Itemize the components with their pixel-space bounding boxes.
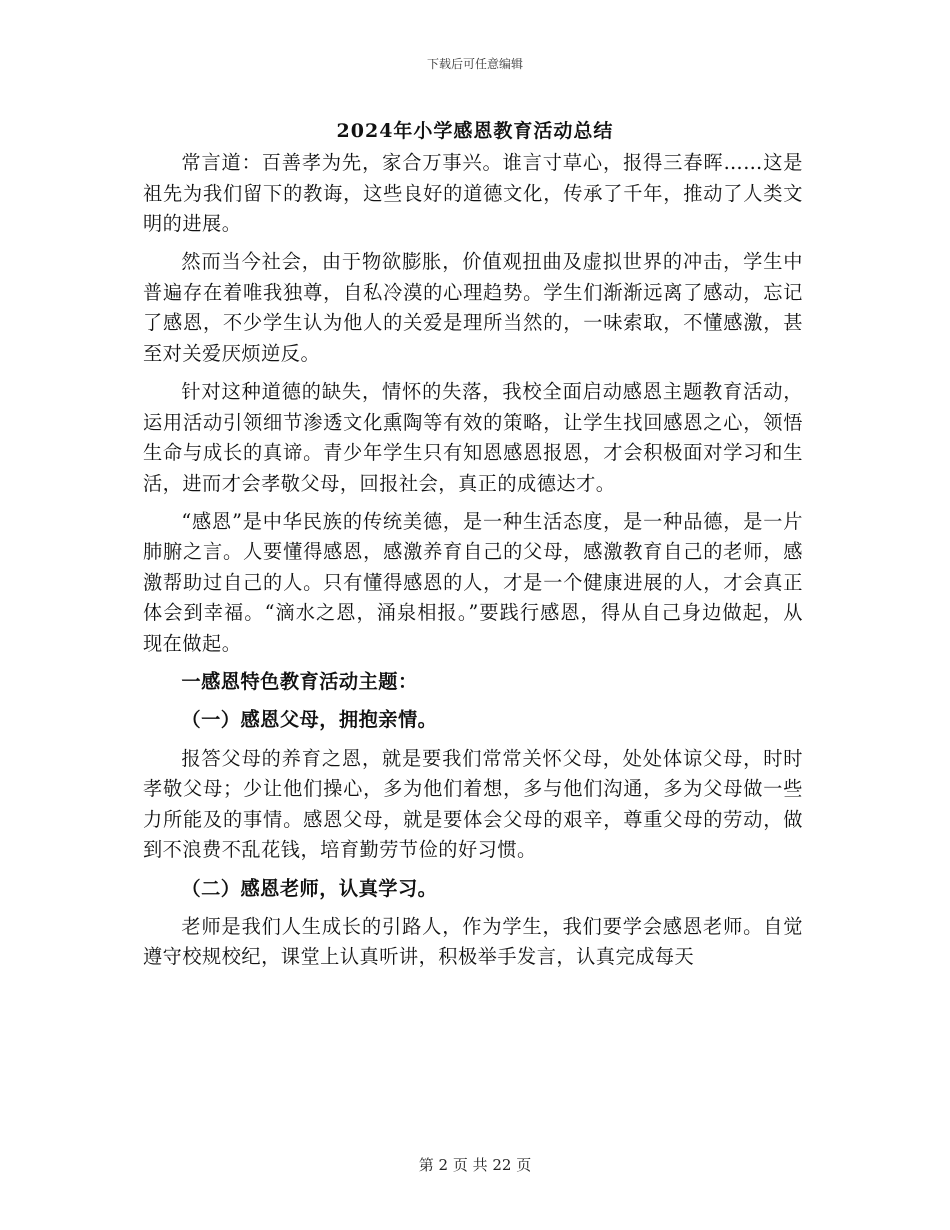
section-heading: 一感恩特色教育活动主题： [181,670,418,694]
document-title: 2024年小学感恩教育活动总结 [336,120,614,142]
paragraph: 针对这种道德的缺失，情怀的失落，我校全面启动感恩主题教育活动，运用活动引领细节渗透文化熏陶等有效的策略，让学生找回感恩之心，领悟生命与成长的真谛。青少年学生只有知恩感恩报恩，才会积极面对学习和生活，进而才会孝敬父母，回报社会，真正的成德达才。 [143,380,803,495]
paragraph: 报答父母的养育之恩，就是要我们常常关怀父母，处处体谅父母，时时孝敬父母；少让他们操心，多为他们着想，多与他们沟通，多为父母做一些力所能及的事情。感恩父母，就是要体会父母的艰辛，尊重父母的劳动，做到不浪费不乱花钱，培育勤劳节俭的好习惯。 [143,746,803,862]
header-note: 下载后可任意编辑 [426,57,523,71]
subsection-heading: （二）感恩老师，认真学习。 [181,876,438,900]
paragraph: 常言道：百善孝为先，家合万事兴。谁言寸草心，报得三春晖……这是祖先为我们留下的教诲，这些良好的道德文化，传承了千年，推动了人类文明的进展。 [143,151,803,235]
paragraph: 然而当今社会，由于物欲膨胀，价值观扭曲及虚拟世界的冲击，学生中普遍存在着唯我独尊，自私冷漠的心理趋势。学生们渐渐远离了感动，忘记了感恩，不少学生认为他人的关爱是理所当然的，一味索取，不懂感激，甚至对关爱厌烦逆反。 [143,250,803,365]
document-body [143,148,803,981]
page-footer: 第 2 页 共 22 页 [418,1156,532,1174]
subsection-heading: （一）感恩父母，拥抱亲情。 [181,708,438,732]
paragraph: 老师是我们人生成长的引路人，作为学生，我们要学会感恩老师。自觉遵守校规校纪，课堂上认真听讲，积极举手发言，认真完成每天 [143,914,803,969]
paragraph: “感恩”是中华民族的传统美德，是一种生活态度，是一种品德，是一片肺腑之言。人要懂得感恩，感激养育自己的父母，感激教育自己的老师，感激帮助过自己的人。只有懂得感恩的人，才是一个健康进展的人，才会真正体会到幸福。“滴水之恩，涌泉相报。”要践行感恩，得从自己身边做起，从现在做起。 [143,509,803,655]
